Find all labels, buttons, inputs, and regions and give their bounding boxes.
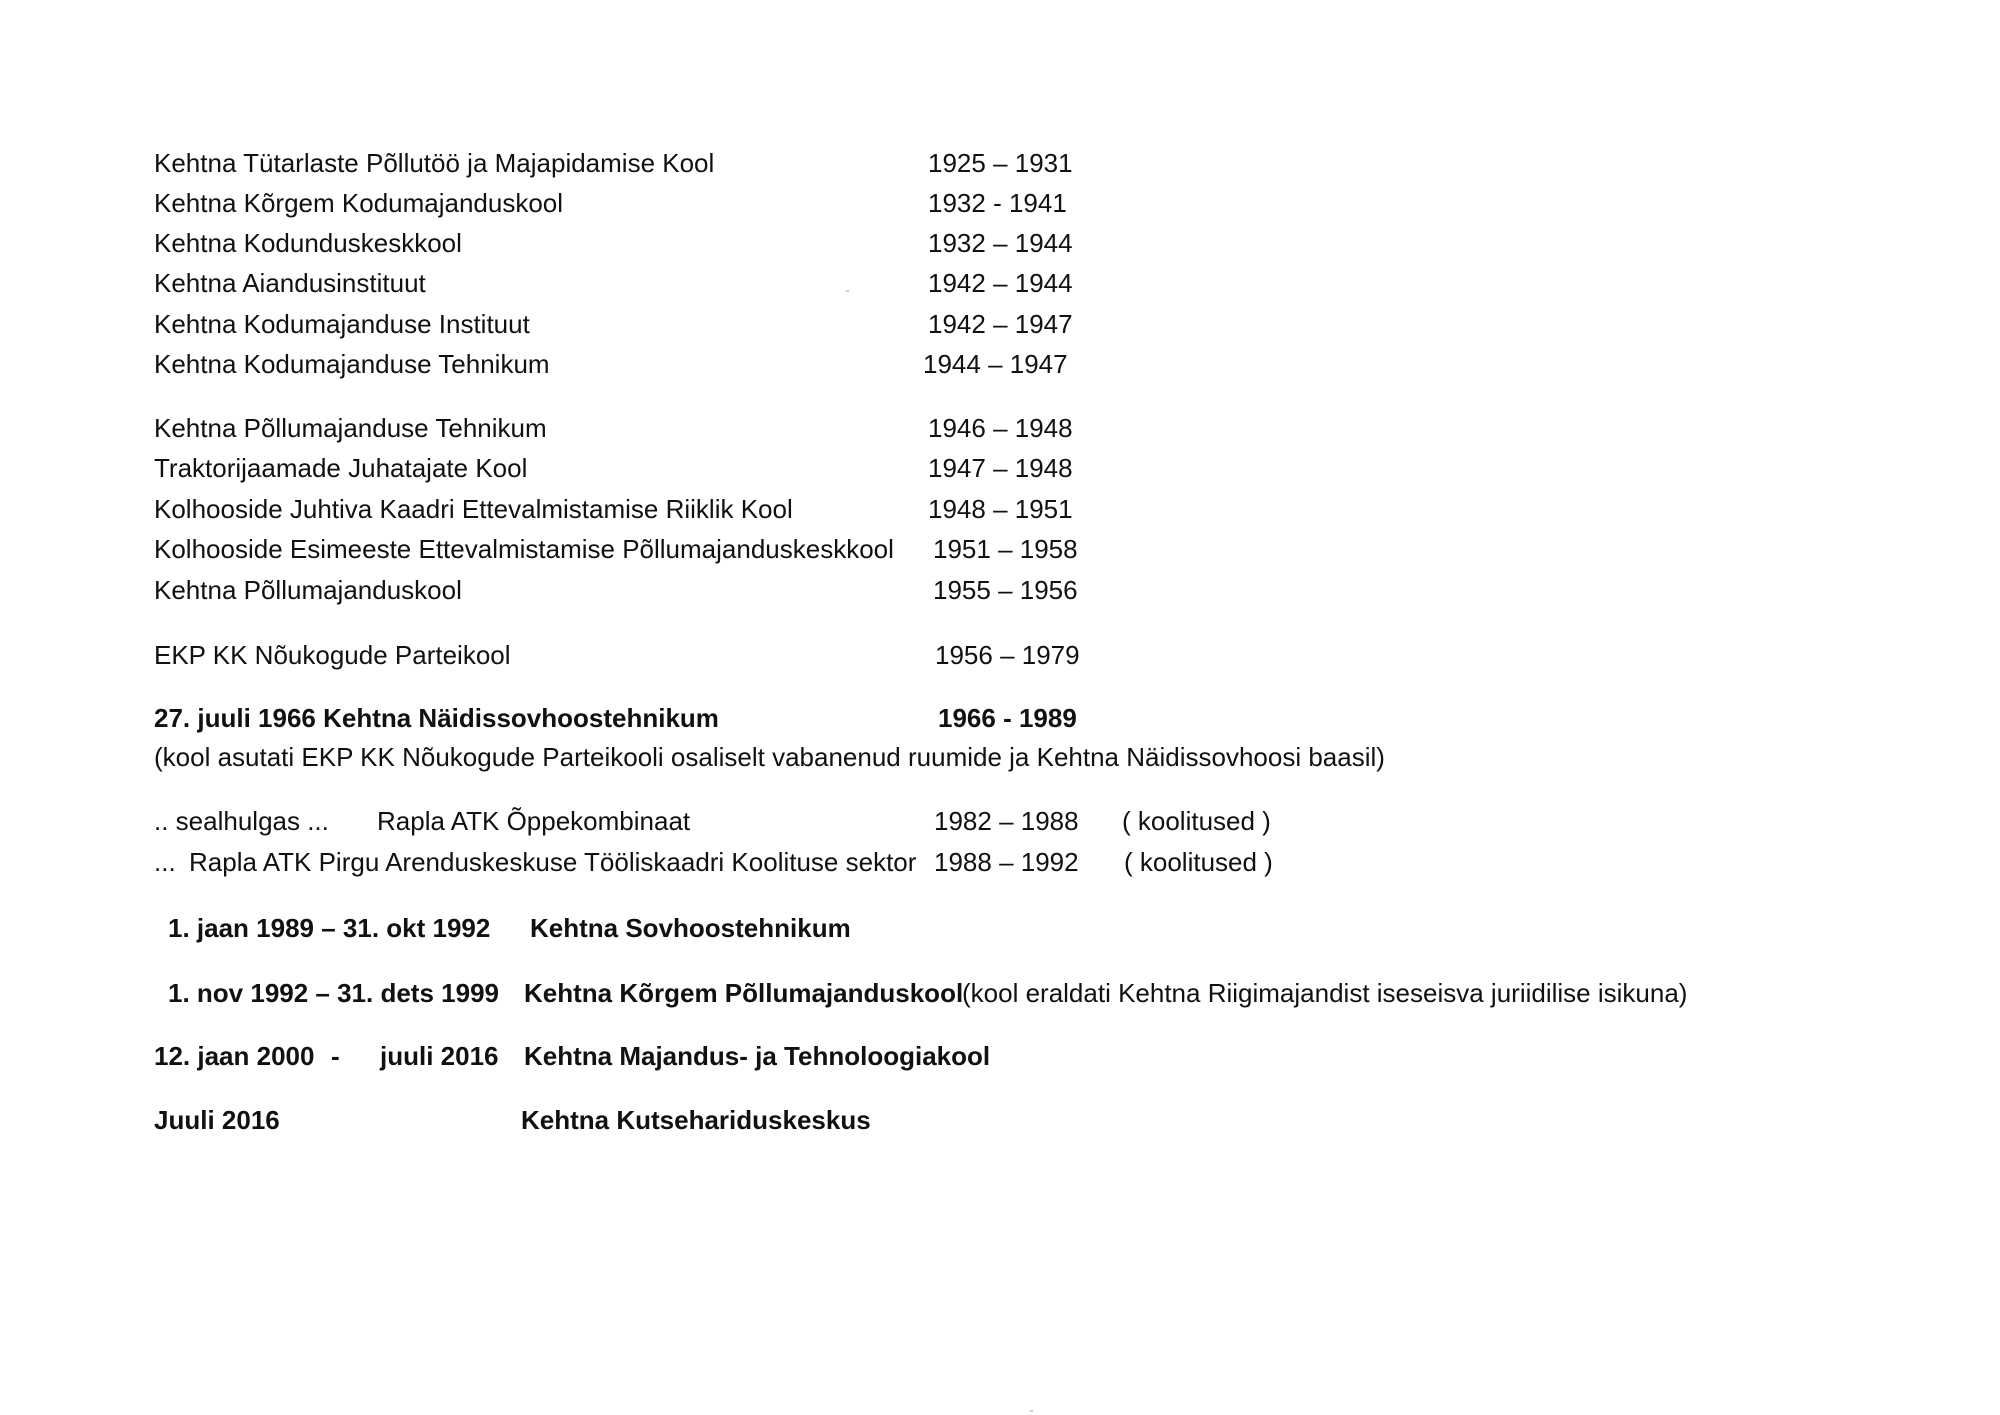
scan-speck xyxy=(846,290,849,292)
school-name: Kehtna Kodumajanduse Instituut xyxy=(154,309,530,339)
period: 1. jaan 1989 – 31. okt 1992 xyxy=(168,913,491,943)
school-name: Kehtna Sovhoostehnikum xyxy=(530,913,851,943)
school-name: Kolhooside Esimeeste Ettevalmistamise Põllumajanduskeskkool xyxy=(154,534,894,564)
school-years: 1942 – 1947 xyxy=(928,309,1073,339)
sub-prefix: ... xyxy=(154,847,176,877)
school-years: 1951 – 1958 xyxy=(933,534,1078,564)
school-years: 1942 – 1944 xyxy=(928,268,1073,298)
school-name: Kehtna Kõrgem Kodumajanduskool xyxy=(154,188,564,218)
school-name: Kehtna Aiandusinstituut xyxy=(154,268,426,298)
school-years: 1948 – 1951 xyxy=(928,494,1073,524)
school-name: EKP KK Nõukogude Parteikool xyxy=(154,640,511,670)
school-name: Kehtna Kodunduskeskkool xyxy=(154,228,462,258)
scan-speck xyxy=(1030,1410,1033,1412)
period-end: juuli 2016 xyxy=(380,1041,499,1071)
school-name: Kehtna Kodumajanduse Tehnikum xyxy=(154,349,550,379)
school-name: Kehtna Põllumajanduse Tehnikum xyxy=(154,413,547,443)
school-years: 1947 – 1948 xyxy=(928,453,1073,483)
school-years: 1932 – 1944 xyxy=(928,228,1073,258)
school-years: 1988 – 1992 xyxy=(934,847,1079,877)
school-note: ( koolitused ) xyxy=(1124,847,1273,877)
school-name: Kehtna Tütarlaste Põllutöö ja Majapidamise Kool xyxy=(154,148,715,178)
school-years: 1946 – 1948 xyxy=(928,413,1073,443)
school-years: 1925 – 1931 xyxy=(928,148,1073,178)
school-name: Kolhooside Juhtiva Kaadri Ettevalmistamise Riiklik Kool xyxy=(154,494,793,524)
school-name: Kehtna Majandus- ja Tehnoloogiakool xyxy=(524,1041,991,1071)
school-name: Kehtna Kõrgem Põllumajanduskool xyxy=(524,978,964,1008)
school-years: 1944 – 1947 xyxy=(923,349,1068,379)
school-name: Kehtna Põllumajanduskool xyxy=(154,575,462,605)
school-years: 1932 - 1941 xyxy=(928,188,1067,218)
period: 1. nov 1992 – 31. dets 1999 xyxy=(168,978,499,1008)
school-name: Kehtna Kutsehariduskeskus xyxy=(521,1105,871,1135)
school-note: ( koolitused ) xyxy=(1122,806,1271,836)
school-name: 27. juuli 1966 Kehtna Näidissovhoostehnikum xyxy=(154,703,719,733)
school-years: 1982 – 1988 xyxy=(934,806,1079,836)
school-note: (kool eraldati Kehtna Riigimajandist iseseisva juriidilise isikuna) xyxy=(962,978,1688,1008)
school-years: 1956 – 1979 xyxy=(935,640,1080,670)
school-name: Rapla ATK Pirgu Arenduskeskuse Tööliskaadri Koolituse sektor xyxy=(189,847,917,877)
school-years: 1955 – 1956 xyxy=(933,575,1078,605)
period: Juuli 2016 xyxy=(154,1105,280,1135)
school-years: 1966 - 1989 xyxy=(938,703,1077,733)
period-dash: - xyxy=(331,1041,340,1071)
school-name: Traktorijaamade Juhatajate Kool xyxy=(154,453,528,483)
sub-prefix: .. sealhulgas ... xyxy=(154,806,329,836)
school-name: Rapla ATK Õppekombinaat xyxy=(377,806,691,836)
period-start: 12. jaan 2000 xyxy=(154,1041,315,1071)
school-note: (kool asutati EKP KK Nõukogude Parteikooli osaliselt vabanenud ruumide ja Kehtna Näidissovhoosi baasil) xyxy=(154,742,1385,772)
